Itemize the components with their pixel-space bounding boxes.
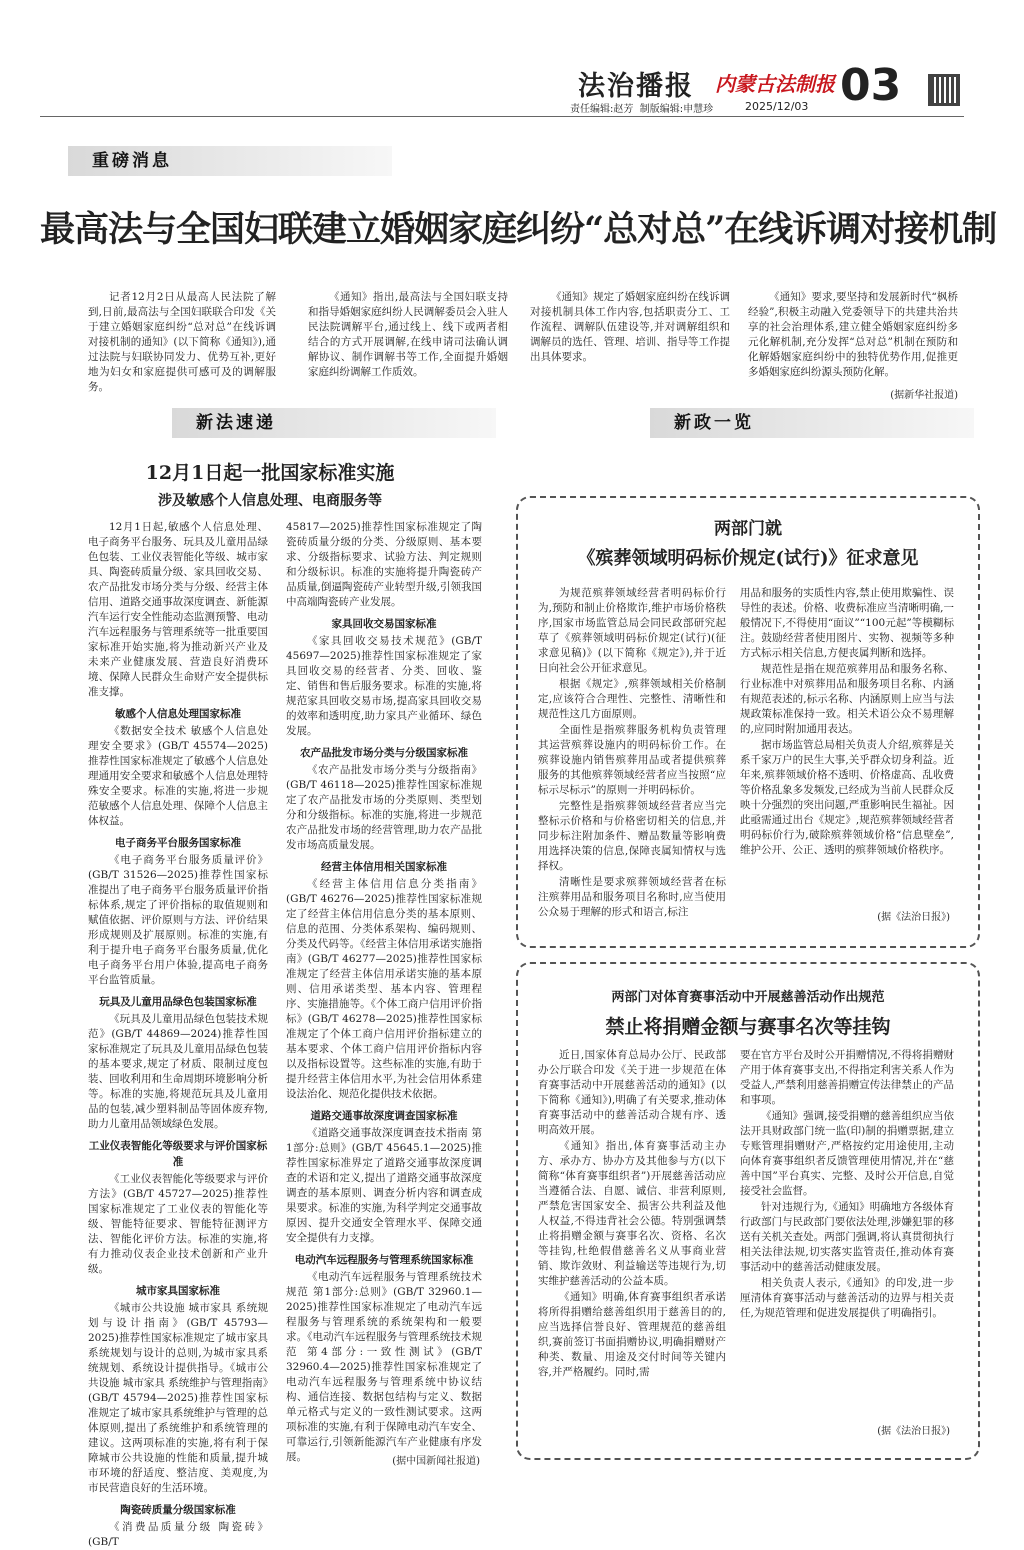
left-intro: 12月1日起,敏感个人信息处理、电子商务平台服务、玩具及儿童用品绿色包装、工业仪表智能化等级、城市家具、陶瓷砖质量分级、家具回收交易、农产品批发市场分类与分级、经营主体信用、道路交通事故深度调查、新能源汽车运行安全性能动态监测预警、电动汽车远程服务与管理系统等一批重要国家标准开始实施,将为推动新兴产业及未来产业健康发展、营造良好消费环境、保障人民群众生命财产安全提供标准支撑。 <box>88 521 268 698</box>
standard-heading: 经营主体信用相关国家标准 <box>321 861 447 873</box>
box1-col-2 <box>740 586 954 904</box>
standard-text: 45817—2025)推荐性国家标准规定了陶瓷砖质量分级的分类、分级原则、基本要求、分级指标要求、试验方法、判定规则和分级标识。标准的实施将提升陶瓷砖产品质量,倒逼陶瓷砖产业转型升级,引领我国中高端陶瓷砖产业发展。 <box>286 521 482 608</box>
standard-heading: 电子商务平台服务国家标准 <box>115 837 241 849</box>
standard-text: 《数据安全技术 敏感个人信息处理安全要求》(GB/T 45574—2025)推荐性国家标准规定了敏感个人信息处理通用安全要求和敏感个人信息处理特殊安全要求。标准的实施,将进一步规范敏感个人信息处理、保障个人信息主体权益。 <box>88 725 268 827</box>
box1-paragraph: 为规范殡葬领域经营者明码标价行为,预防和制止价格欺诈,维护市场价格秩序,国家市场监管总局会同民政部研究起草了《殡葬领域明码标价规定(试行)(征求意见稿)》(以下简称《规定》),并于近日向社会公开征求意见。 <box>538 587 726 674</box>
top-section-label: 重磅消息 <box>92 151 172 171</box>
issue-date: 2025/12/03 <box>745 100 809 113</box>
standard-heading: 陶瓷砖质量分级国家标准 <box>120 1504 236 1516</box>
top-col-2 <box>308 290 508 386</box>
section-title: 法治播报 <box>578 71 694 102</box>
box2-paragraph: 《通知》强调,接受捐赠的慈善组织应当依法开具财政部门统一监(印)制的捐赠票据,建立专账管理捐赠财产,严格按约定用途使用,主动向体育赛事组织者反馈管理使用情况,并在“慈善中国”平台真实、完整、及时公开信息,自觉接受社会监督。 <box>740 1110 954 1197</box>
box2-paragraph: 《通知》指出,体育赛事活动主办方、承办方、协办方及其他参与方(以下简称“体育赛事组织者”)开展慈善活动应当遵循合法、自愿、诚信、非营利原则,严禁危害国家安全、损害公共利益及他人权益,不得违背社会公德。特别强调禁止将捐赠金额与赛事名次、资格、名次等挂钩,杜绝假借慈善名义从事商业营销、欺诈敛财、利益输送等违规行为,切实维护慈善活动的公益本质。 <box>538 1140 726 1287</box>
box1-kicker: 两部门就 <box>714 519 782 539</box>
top-col-3 <box>530 290 730 386</box>
standard-heading: 道路交通事故深度调查国家标准 <box>310 1110 458 1122</box>
top-credit: (据新华社报道) <box>890 390 958 401</box>
box2-paragraph: 针对违规行为,《通知》明确地方各级体育行政部门与民政部门要依法处理,涉嫌犯罪的移送有关机关查处。两部门强调,将认真贯彻执行相关法律法规,切实落实监管责任,推动体育赛事活动中的慈善活动健康发展。 <box>740 1201 954 1273</box>
left-col-1 <box>88 520 268 1548</box>
qr-code-icon <box>928 74 960 106</box>
top-col-4 <box>748 290 958 386</box>
standard-text: 《电动汽车远程服务与管理系统技术规范 第1部分:总则》(GB/T 32960.1—2025)推荐性国家标准规定了电动汽车远程服务与管理系统的系统架构和一般要求。《电动汽车远程服务与管理系统技术规范 第4部分:一致性测试》(GB/T 32960.4—2025)推荐性国家标准规定了电动汽车远程服务与管理系统中协议结构、通信连接、数据包结构与定义、数据单元格式与定义的一致性测试要求。这两项标准的实施,有利于保障电动汽车安全、可靠运行,引领新能源汽车产业健康有序发展。 <box>286 1271 482 1463</box>
left-section-label: 新法速递 <box>196 413 276 433</box>
box1-paragraph: 全面性是指殡葬服务机构负责管理其运营殡葬设施内的明码标价工作。在殡葬设施内销售殡葬用品或者提供殡葬服务的其他殡葬领域经营者应当按照“应标示尽标示”的原则一并明码标价。 <box>538 724 726 796</box>
standard-text: 《消费品质量分级 陶瓷砖》(GB/T <box>88 1521 268 1548</box>
right-section-label: 新政一览 <box>674 413 754 433</box>
box2-paragraph: 相关负责人表示,《通知》的印发,进一步厘清体育赛事活动与慈善活动的边界与相关责任,为规范管理和促进发展提供了明确指引。 <box>740 1277 954 1319</box>
standard-heading: 玩具及儿童用品绿色包装国家标准 <box>99 996 257 1008</box>
box2-col-1 <box>538 1048 726 1440</box>
top-paragraph: 记者12月2日从最高人民法院了解到,日前,最高法与全国妇联联合印发《关于建立婚姻家庭纠纷“总对总”在线诉调对接机制的通知》(以下简称《通知》),通过法院与妇联协同发力、优势互补,更好地为妇女和家庭提供可感可及的调解服务。 <box>88 291 276 393</box>
left-subhead: 涉及敏感个人信息处理、电商服务等 <box>158 493 382 509</box>
standard-text: 《家具回收交易技术规范》(GB/T 45697—2025)推荐性国家标准规定了家具回收交易的经营者、分类、回收、鉴定、销售和售后服务要求。标准的实施,将规范家具回收交易市场,提高家具回收交易的效率和透明度,助力家具产业循环、绿色发展。 <box>286 635 482 737</box>
standard-text: 《城市公共设施 城市家具 系统规划与设计指南》(GB/T 45793—2025)推荐性国家标准规定了城市家具系统规划与设计的总则,为城市家具系统规划、系统设计提供指导。《城市公共设施 城市家具 系统维护与管理指南》(GB/T 45794—2025)推荐性国家标准规定了城市家具系统维护与管理的总体原则,提出了系统维护和系统管理的建议。这两项标准的实施,将有利于保障城市公共设施的性能和质量,提升城市环境的舒适度、整洁度、美观度,为市民营造良好的生活环境。 <box>88 1302 268 1494</box>
box1-headline: 《殡葬领域明码标价规定(试行)》征求意见 <box>577 548 919 569</box>
standard-heading: 城市家具国家标准 <box>136 1285 220 1297</box>
box1-paragraph: 规范性是指在规范殡葬用品和服务名称、行业标准中对殡葬用品和服务项目名称、内涵有规范表述的,标示名称、内涵原则上应当与法规政策标准保持一致。相关术语公众不易理解的,应同时附加通用表达。 <box>740 663 954 735</box>
box2-col-2 <box>740 1048 954 1416</box>
masthead <box>0 0 1024 120</box>
left-section-bar <box>172 408 496 438</box>
box1-credit: (据《法治日报》) <box>877 912 950 923</box>
box2-paragraph: 近日,国家体育总局办公厅、民政部办公厅联合印发《关于进一步规范在体育赛事活动中开展慈善活动的通知》(以下简称《通知》),明确了有关要求,推动体育赛事活动中的慈善活动合规有序、透明高效开展。 <box>538 1049 726 1136</box>
standard-text: 《玩具及儿童用品绿色包装技术规范》(GB/T 44869—2024)推荐性国家标准规定了玩具及儿童用品绿色包装的基本要求,规定了材质、限制过度包装、回收利用和生命周期环境影响分析等。标准的实施,将规范玩具及儿童用品的包装,减少塑料制品等固体废弃物,助力儿童用品领域绿色发展。 <box>88 1013 268 1130</box>
paper-name: 内蒙古法制报 <box>715 72 835 96</box>
top-paragraph: 《通知》规定了婚姻家庭纠纷在线诉调对接机制具体工作内容,包括职责分工、工作流程、调解队伍建设等,并对调解组织和调解员的选任、管理、培训、指导等工作提出具体要求。 <box>530 291 730 363</box>
standard-heading: 敏感个人信息处理国家标准 <box>115 708 241 720</box>
box2-paragraph: 要在官方平台及时公开捐赠情况,不得将捐赠财产用于体育赛事支出,不得指定利害关系人作为受益人,严禁利用慈善捐赠宣传法律禁止的产品和事项。 <box>740 1049 954 1106</box>
left-headline: 12月1日起一批国家标准实施 <box>145 462 395 484</box>
right-section-bar <box>650 408 974 438</box>
standard-text: 《道路交通事故深度调查技术指南 第1部分:总则》(GB/T 45645.1—2025)推荐性国家标准界定了道路交通事故深度调查的术语和定义,提出了道路交通事故深度调查的基本原则、调查分析内容和调查成果要求。标准的实施,为科学判定交通事故原因、提升交通安全管理水平、保障交通安全提供有力支撑。 <box>286 1127 482 1244</box>
box2-credit: (据《法治日报》) <box>877 1426 950 1437</box>
standard-text: 《农产品批发市场分类与分级指南》(GB/T 46118—2025)推荐性国家标准规定了农产品批发市场的分类原则、类型划分和分级指标。标准的实施,将进一步规范农产品批发市场的经营管理,助力农产品批发市场高质量发展。 <box>286 764 482 851</box>
standard-heading: 电动汽车远程服务与管理系统国家标准 <box>294 1254 474 1266</box>
box2-kicker: 两部门对体育赛事活动中开展慈善活动作出规范 <box>611 990 885 1005</box>
standard-text: 《电子商务平台服务质量评价》(GB/T 31526—2025)推荐性国家标准提出了电子商务平台服务质量评价指标体系,规定了评价指标的取值规则和赋值依据、评价原则与方法、评价结果形成规则及扩展原则。标准的实施,有利于提升电子商务平台服务质量,优化电子商务平台用户体验,提高电子商务平台监管质量。 <box>88 854 268 986</box>
box2-paragraph: 《通知》明确,体育赛事组织者承诺将所得捐赠给慈善组织用于慈善目的的,应当选择信誉良好、管理规范的慈善组织,赛前签订书面捐赠协议,明确捐赠财产种类、数量、用途及交付时间等关键内容,并严格履约。同时,需 <box>538 1291 726 1378</box>
left-credit: (据中国新闻社报道) <box>392 1456 480 1467</box>
standard-text: 《工业仪表智能化等级要求与评价方法》(GB/T 45727—2025)推荐性国家标准规定了工业仪表的智能化等级、智能特征要求、智能特征测评方法、智能化评价方法。标准的实施,将有力推动仪表企业技术创新和产业升级。 <box>88 1173 268 1275</box>
page-number: 03 <box>840 60 902 111</box>
box1-paragraph: 根据《规定》,殡葬领域相关价格制定,应该符合合理性、完整性、清晰性和规范性这几方面原则。 <box>538 678 726 720</box>
box1-paragraph: 据市场监管总局相关负责人介绍,殡葬是关系千家万户的民生大事,关乎群众切身利益。近年来,殡葬领域价格不透明、价格虚高、乱收费等价格乱象多发频发,已经成为当前人民群众反映十分强烈的突出问题,严重影响民生福祉。因此亟需通过出台《规定》,规范殡葬领域经营者明码标价行为,破除殡葬领域价格“信息壁垒”,维护公开、公正、透明的殡葬领域价格秩序。 <box>740 739 954 856</box>
top-section-bar <box>68 146 392 176</box>
box1-paragraph: 完整性是指殡葬领域经营者应当完整标示价格和与价格密切相关的信息,并同步标注附加条件、赠品数量等影响费用选择决策的信息,保障丧属知情权与选择权。 <box>538 800 726 872</box>
box1-paragraph: 用品和服务的实质性内容,禁止使用欺骗性、误导性的表述。价格、收费标准应当清晰明确,一般情况下,不得使用“面议”“100元起”等模糊标注。鼓励经营者使用图片、实物、视频等多种方式标示相关信息,方便丧属判断和选择。 <box>740 587 954 659</box>
box1-paragraph: 清晰性是要求殡葬领域经营者在标注殡葬用品和服务项目名称时,应当使用公众易于理解的形式和语言,标注 <box>538 876 726 918</box>
box2-headline: 禁止将捐赠金额与赛事名次等挂钩 <box>605 1016 891 1038</box>
standard-heading: 家具回收交易国家标准 <box>331 618 437 630</box>
top-paragraph: 《通知》要求,要坚持和发展新时代“枫桥经验”,积极主动融入党委领导下的共建共治共享的社会治理体系,建立健全婚姻家庭纠纷多元化解机制,充分发挥“总对总”机制在预防和化解婚姻家庭纠纷中的独特优势作用,促推更多婚姻家庭纠纷源头预防化解。 <box>748 291 958 378</box>
masthead-rule <box>40 116 964 117</box>
editors: 责任编辑:赵芳 制版编辑:申慧珍 <box>570 104 714 115</box>
standard-heading: 农产品批发市场分类与分级国家标准 <box>300 747 468 759</box>
box1-col-1 <box>538 586 726 916</box>
standard-text: 《经营主体信用信息分类指南》(GB/T 46276—2025)推荐性国家标准规定了经营主体信用信息分类的基本原则、信息的范围、分类体系架构、编码规则、分类及代码等。《经营主体信用承诺实施指南》(GB/T 46277—2025)推荐性国家标准规定了经营主体信用承诺实施的基本原则、信用承诺类型、基本内容、管理程序、实施措施等。《个体工商户信用评价指标》(GB/T 46278—2025)推荐性国家标准规定了个体工商户信用评价指标建立的基本要求、个体工商户信用评价指标内容以及指标设置等。这些标准的实施,有助于提升经营主体信用水平,为社会信用体系建设法治化、规范化提供技术依据。 <box>286 878 482 1100</box>
top-paragraph: 《通知》指出,最高法与全国妇联支持和指导婚姻家庭纠纷人民调解委员会入驻人民法院调解平台,通过线上、线下或两者相结合的方式开展调解,在线申请司法确认调解协议、制作调解书等工作,全面提升婚姻家庭纠纷调解工作质效。 <box>308 291 508 378</box>
top-headline: 最高法与全国妇联建立婚姻家庭纠纷“总对总”在线诉调对接机制 <box>40 209 997 250</box>
top-col-1 <box>88 290 276 393</box>
standard-heading: 工业仪表智能化等级要求与评价国家标准 <box>88 1140 268 1168</box>
